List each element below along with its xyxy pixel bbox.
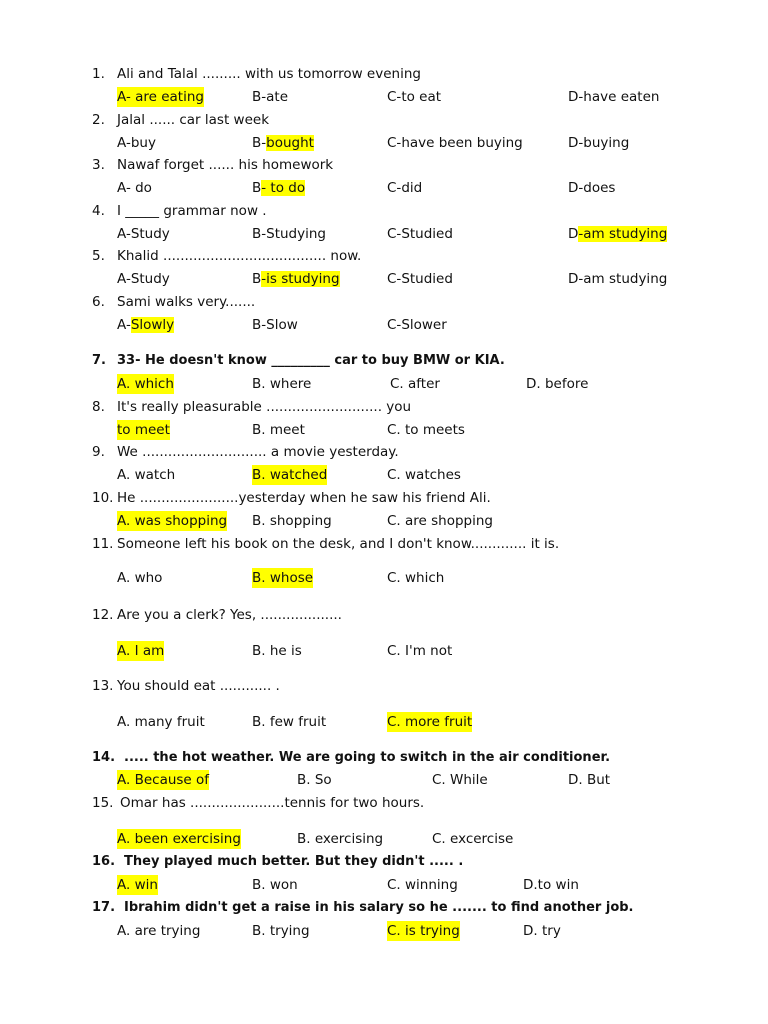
option-c[interactable]: C. excercise <box>432 831 514 847</box>
question-text: They played much better. But they didn't ..... . <box>124 854 464 869</box>
option-c[interactable]: C-to eat <box>387 89 442 105</box>
option-a[interactable]: A. I am <box>117 643 165 659</box>
option-d[interactable]: D-am studying <box>568 226 668 242</box>
option-a[interactable]: A- do <box>117 180 152 196</box>
option-d[interactable]: D. try <box>523 923 561 939</box>
question-number: 2. <box>92 112 105 128</box>
option-a[interactable]: A. Because of <box>117 772 210 788</box>
option-a[interactable]: A. many fruit <box>117 714 205 730</box>
option-b[interactable]: B-is studying <box>252 271 340 287</box>
option-c[interactable]: C-Slower <box>387 317 447 333</box>
question-text: Ali and Talal ......... with us tomorrow evening <box>117 66 421 82</box>
option-c[interactable]: C. after <box>390 376 440 392</box>
question-number: 11. <box>92 536 114 552</box>
question-text: 33- He doesn't know _________ car to buy BMW or KIA. <box>117 353 505 368</box>
option-d[interactable]: D-buying <box>568 135 630 151</box>
question-number: 10. <box>92 490 114 506</box>
question-number: 16. <box>92 854 116 869</box>
question-text: He .......................yesterday when he saw his friend Ali. <box>117 490 491 506</box>
option-a[interactable]: A-Slowly <box>117 317 175 333</box>
question-number: 6. <box>92 294 105 310</box>
option-a[interactable]: A. been exercising <box>117 831 241 847</box>
option-b[interactable]: B. he is <box>252 643 302 659</box>
question-text: Ibrahim didn't get a raise in his salary so he ....... to find another job. <box>124 900 634 915</box>
option-c[interactable]: C-did <box>387 180 423 196</box>
option-b[interactable]: B. shopping <box>252 513 332 529</box>
option-a[interactable]: A. which <box>117 376 174 392</box>
option-b[interactable]: B. So <box>297 772 332 788</box>
option-c[interactable]: C. While <box>432 772 488 788</box>
option-b[interactable]: B- to do <box>252 180 306 196</box>
option-a[interactable]: A. who <box>117 570 163 586</box>
option-a[interactable]: A. watch <box>117 467 176 483</box>
option-c[interactable]: C. watches <box>387 467 461 483</box>
question-number: 9. <box>92 444 105 460</box>
question-text: Someone left his book on the desk, and I don't know............. it is. <box>117 536 560 552</box>
question-number: 7. <box>92 353 106 368</box>
question-text: Khalid ...................................... now. <box>117 248 362 264</box>
question-number: 17. <box>92 900 116 915</box>
option-b[interactable]: B. won <box>252 877 298 893</box>
question-number: 14. <box>92 750 116 765</box>
option-c[interactable]: C-have been buying <box>387 135 523 151</box>
option-c[interactable]: C. are shopping <box>387 513 493 529</box>
question-number: 1. <box>92 66 105 82</box>
option-b[interactable]: B. where <box>252 376 312 392</box>
option-b[interactable]: B. trying <box>252 923 310 939</box>
question-number: 13. <box>92 678 114 694</box>
question-number: 3. <box>92 157 105 173</box>
option-b[interactable]: B-Studying <box>252 226 326 242</box>
question-text: Nawaf forget ...... his homework <box>117 157 334 173</box>
option-c[interactable]: C. to meets <box>387 422 465 438</box>
option-b[interactable]: B. watched <box>252 467 328 483</box>
option-b[interactable]: B. meet <box>252 422 305 438</box>
question-text: You should eat ............ . <box>117 678 280 694</box>
question-text: We ............................. a movie yesterday. <box>117 444 399 460</box>
question-text: I _____ grammar now . <box>117 203 267 219</box>
question-text: Jalal ...... car last week <box>117 112 270 128</box>
question-number: 4. <box>92 203 105 219</box>
option-a[interactable]: A-buy <box>117 135 156 151</box>
option-a[interactable]: A- are eating <box>117 89 204 105</box>
option-d[interactable]: D.to win <box>523 877 579 893</box>
option-b[interactable]: B-ate <box>252 89 289 105</box>
option-d[interactable]: D. But <box>568 772 611 788</box>
option-a[interactable]: to meet <box>117 422 170 438</box>
option-b[interactable]: B. whose <box>252 570 314 586</box>
option-d[interactable]: D. before <box>526 376 589 392</box>
option-b[interactable]: B. few fruit <box>252 714 327 730</box>
question-text: It's really pleasurable ........................... you <box>117 399 412 415</box>
option-b[interactable]: B-Slow <box>252 317 298 333</box>
question-text: Omar has ......................tennis for two hours. <box>120 795 425 811</box>
option-a[interactable]: A. was shopping <box>117 513 228 529</box>
option-c[interactable]: C-Studied <box>387 226 453 242</box>
option-c[interactable]: C-Studied <box>387 271 453 287</box>
option-a[interactable]: A-Study <box>117 226 170 242</box>
option-a[interactable]: A-Study <box>117 271 170 287</box>
option-c[interactable]: C. which <box>387 570 445 586</box>
option-c[interactable]: C. winning <box>387 877 458 893</box>
option-c[interactable]: C. I'm not <box>387 643 453 659</box>
option-d[interactable]: D-am studying <box>568 271 668 287</box>
option-c[interactable]: C. is trying <box>387 923 460 939</box>
question-text: Are you a clerk? Yes, ................... <box>117 607 342 623</box>
option-a[interactable]: A. win <box>117 877 158 893</box>
option-c[interactable]: C. more fruit <box>387 714 473 730</box>
option-d[interactable]: D-have eaten <box>568 89 660 105</box>
option-b[interactable]: B. exercising <box>297 831 384 847</box>
question-text: ..... the hot weather. We are going to switch in the air conditioner. <box>124 750 611 765</box>
option-d[interactable]: D-does <box>568 180 616 196</box>
question-text: Sami walks very....... <box>117 294 256 310</box>
question-number: 8. <box>92 399 105 415</box>
question-number: 15. <box>92 795 114 811</box>
answer-blank: _____ <box>125 203 160 219</box>
option-b[interactable]: B-bought <box>252 135 314 151</box>
question-number: 5. <box>92 248 105 264</box>
question-number: 12. <box>92 607 114 623</box>
option-a[interactable]: A. are trying <box>117 923 201 939</box>
